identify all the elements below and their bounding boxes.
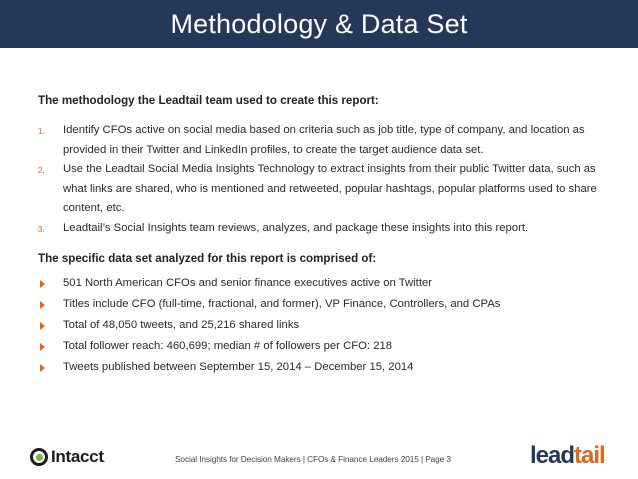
item-text: Total follower reach: 460,699; median # of followers per CFO: 218 [63, 340, 393, 352]
item-text: Identify CFOs active on social media based on criteria such as job title, type of company, and location as provided in their Twitter and LinkedIn profiles, to create the target audience data set. [63, 124, 585, 156]
methodology-item [38, 160, 598, 219]
dataset-item [38, 315, 598, 336]
dataset-section [38, 252, 598, 378]
dataset-item [38, 294, 598, 315]
methodology-item [38, 121, 598, 160]
bullet-arrow-icon [40, 343, 45, 351]
footer [0, 438, 638, 479]
item-number: 3. [38, 224, 45, 234]
dataset-item [38, 336, 598, 357]
methodology-item [38, 219, 598, 239]
title-bar [0, 0, 638, 48]
intacct-logo [30, 447, 106, 467]
intacct-logo-text: Intacct [51, 447, 104, 466]
intacct-logo-icon [30, 448, 48, 466]
item-text: Leadtail’s Social Insights team reviews, analyzes, and package these insights into this report. [63, 221, 529, 234]
main-content [38, 94, 598, 378]
trademark-dot: . [103, 455, 106, 464]
item-text: 501 North American CFOs and senior finance executives active on Twitter [63, 277, 433, 289]
bullet-arrow-icon [40, 301, 45, 309]
item-text: Use the Leadtail Social Media Insights Technology to extract insights from their public Twitter data, such as what links are shared, who is mentioned and retweeted, popular hashtags, popular platforms used to share content, etc. [63, 163, 597, 214]
item-number: 1. [38, 127, 45, 136]
dataset-list [38, 273, 598, 378]
leadtail-logo [530, 442, 605, 470]
item-text: Total of 48,050 tweets, and 25,216 shared links [63, 319, 300, 331]
page-title: Methodology & Data Set [170, 8, 468, 39]
bullet-arrow-icon [40, 364, 45, 372]
leadtail-logo-lead: lead [530, 442, 575, 469]
bullet-arrow-icon [40, 280, 45, 288]
item-number: 2. [38, 166, 45, 175]
dataset-heading: The specific data set analyzed for this report is comprised of: [38, 252, 377, 265]
methodology-list [38, 121, 598, 238]
item-text: Titles include CFO (full-time, fractional, and former), VP Finance, Controllers, and CPAs [63, 298, 501, 310]
footer-note: Social Insights for Decision Makers | CFOs & Finance Leaders 2015 | Page 3 [175, 454, 451, 464]
dataset-item [38, 273, 598, 294]
item-text: Tweets published between September 15, 2014 – December 15, 2014 [63, 361, 414, 373]
bullet-arrow-icon [40, 322, 45, 330]
leadtail-logo-tail: tail [574, 442, 605, 469]
dataset-item [38, 357, 598, 378]
methodology-heading: The methodology the Leadtail team used to create this report: [38, 94, 379, 107]
